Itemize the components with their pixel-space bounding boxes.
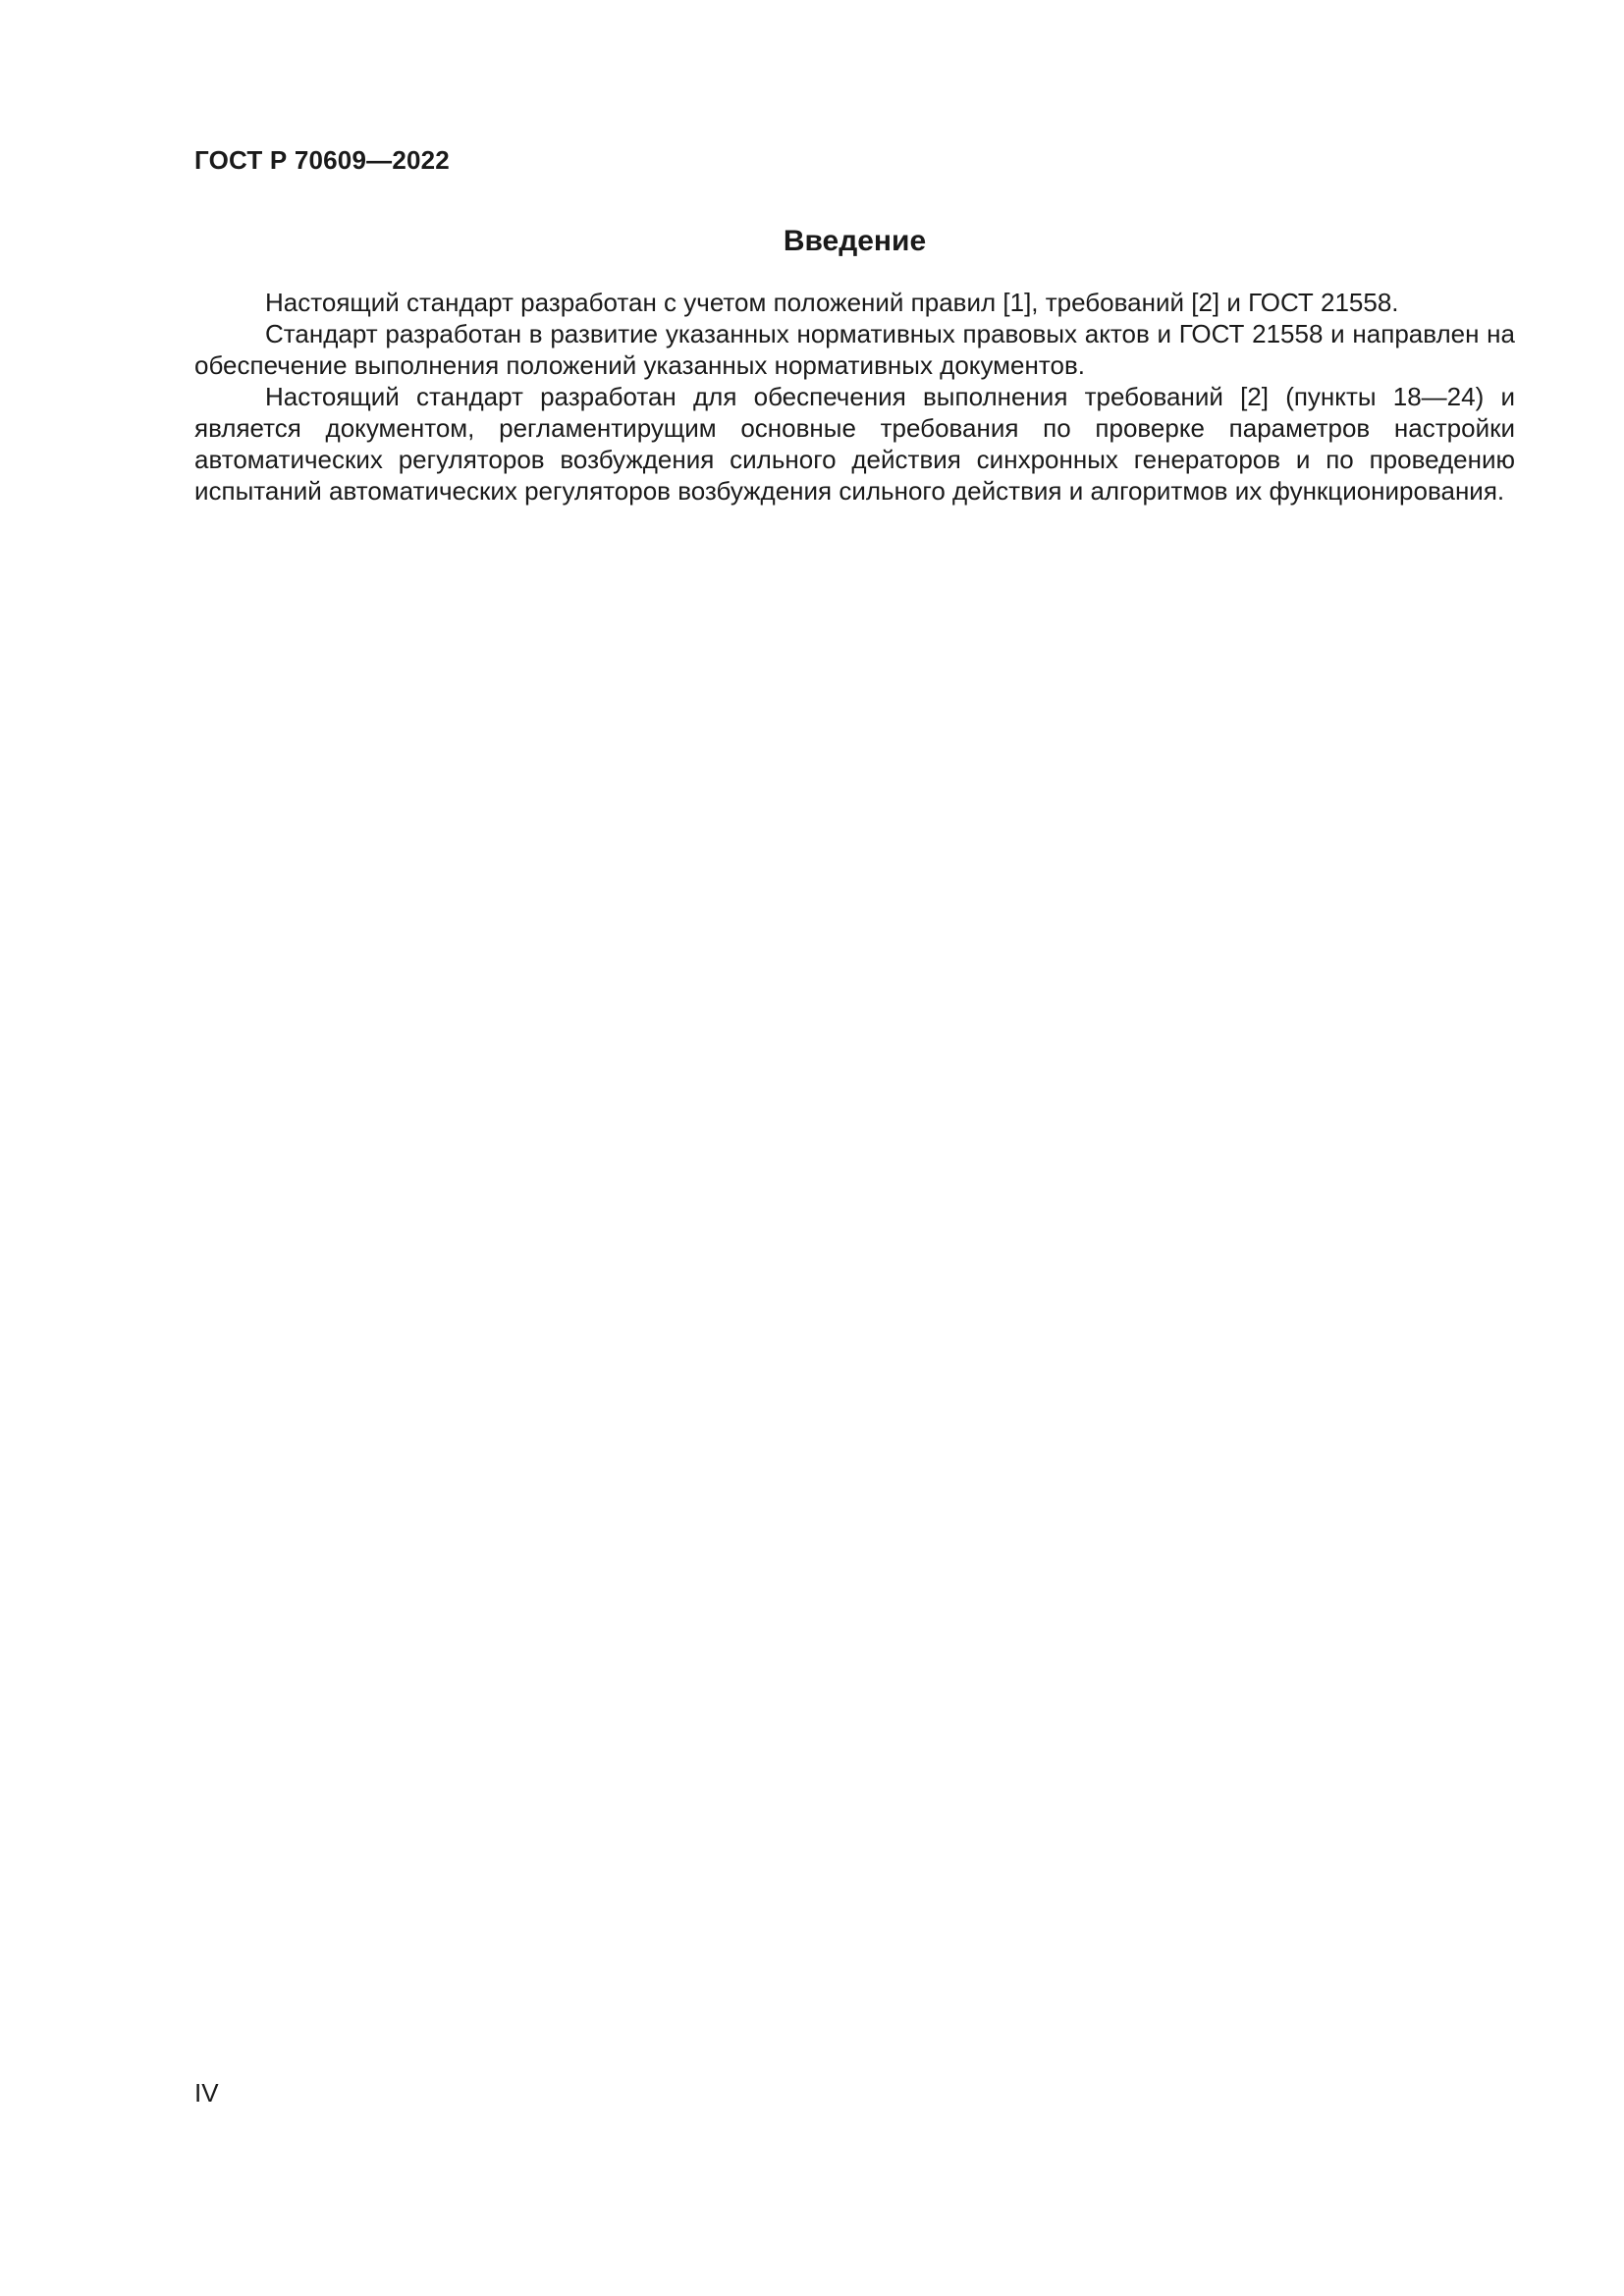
document-code: ГОСТ Р 70609—2022 <box>194 145 450 175</box>
paragraph: Настоящий стандарт разработан с учетом положений правил [1], требований [2] и ГОСТ 21558. <box>265 288 1399 317</box>
paragraph: Настоящий стандарт разработан для обеспечения выполнения требований [2] (пункты 18—24) и является документом, регламентирущим основные требования по проверке параметров настройки автоматических регуляторов возбуждения сильного действия синхронных генераторов и по проведению испытаний автоматических регуляторов возбуждения сильного действия и алгоритмов их функционирования. <box>194 382 1515 506</box>
section-title: Введение <box>783 225 927 257</box>
paragraph: Стандарт разработан в развитие указанных нормативных правовых актов и ГОСТ 21558 и направлен на обеспечение выполнения положений указанных нормативных документов. <box>194 319 1515 380</box>
page-number: IV <box>194 2078 219 2108</box>
introduction-body <box>194 287 1515 507</box>
